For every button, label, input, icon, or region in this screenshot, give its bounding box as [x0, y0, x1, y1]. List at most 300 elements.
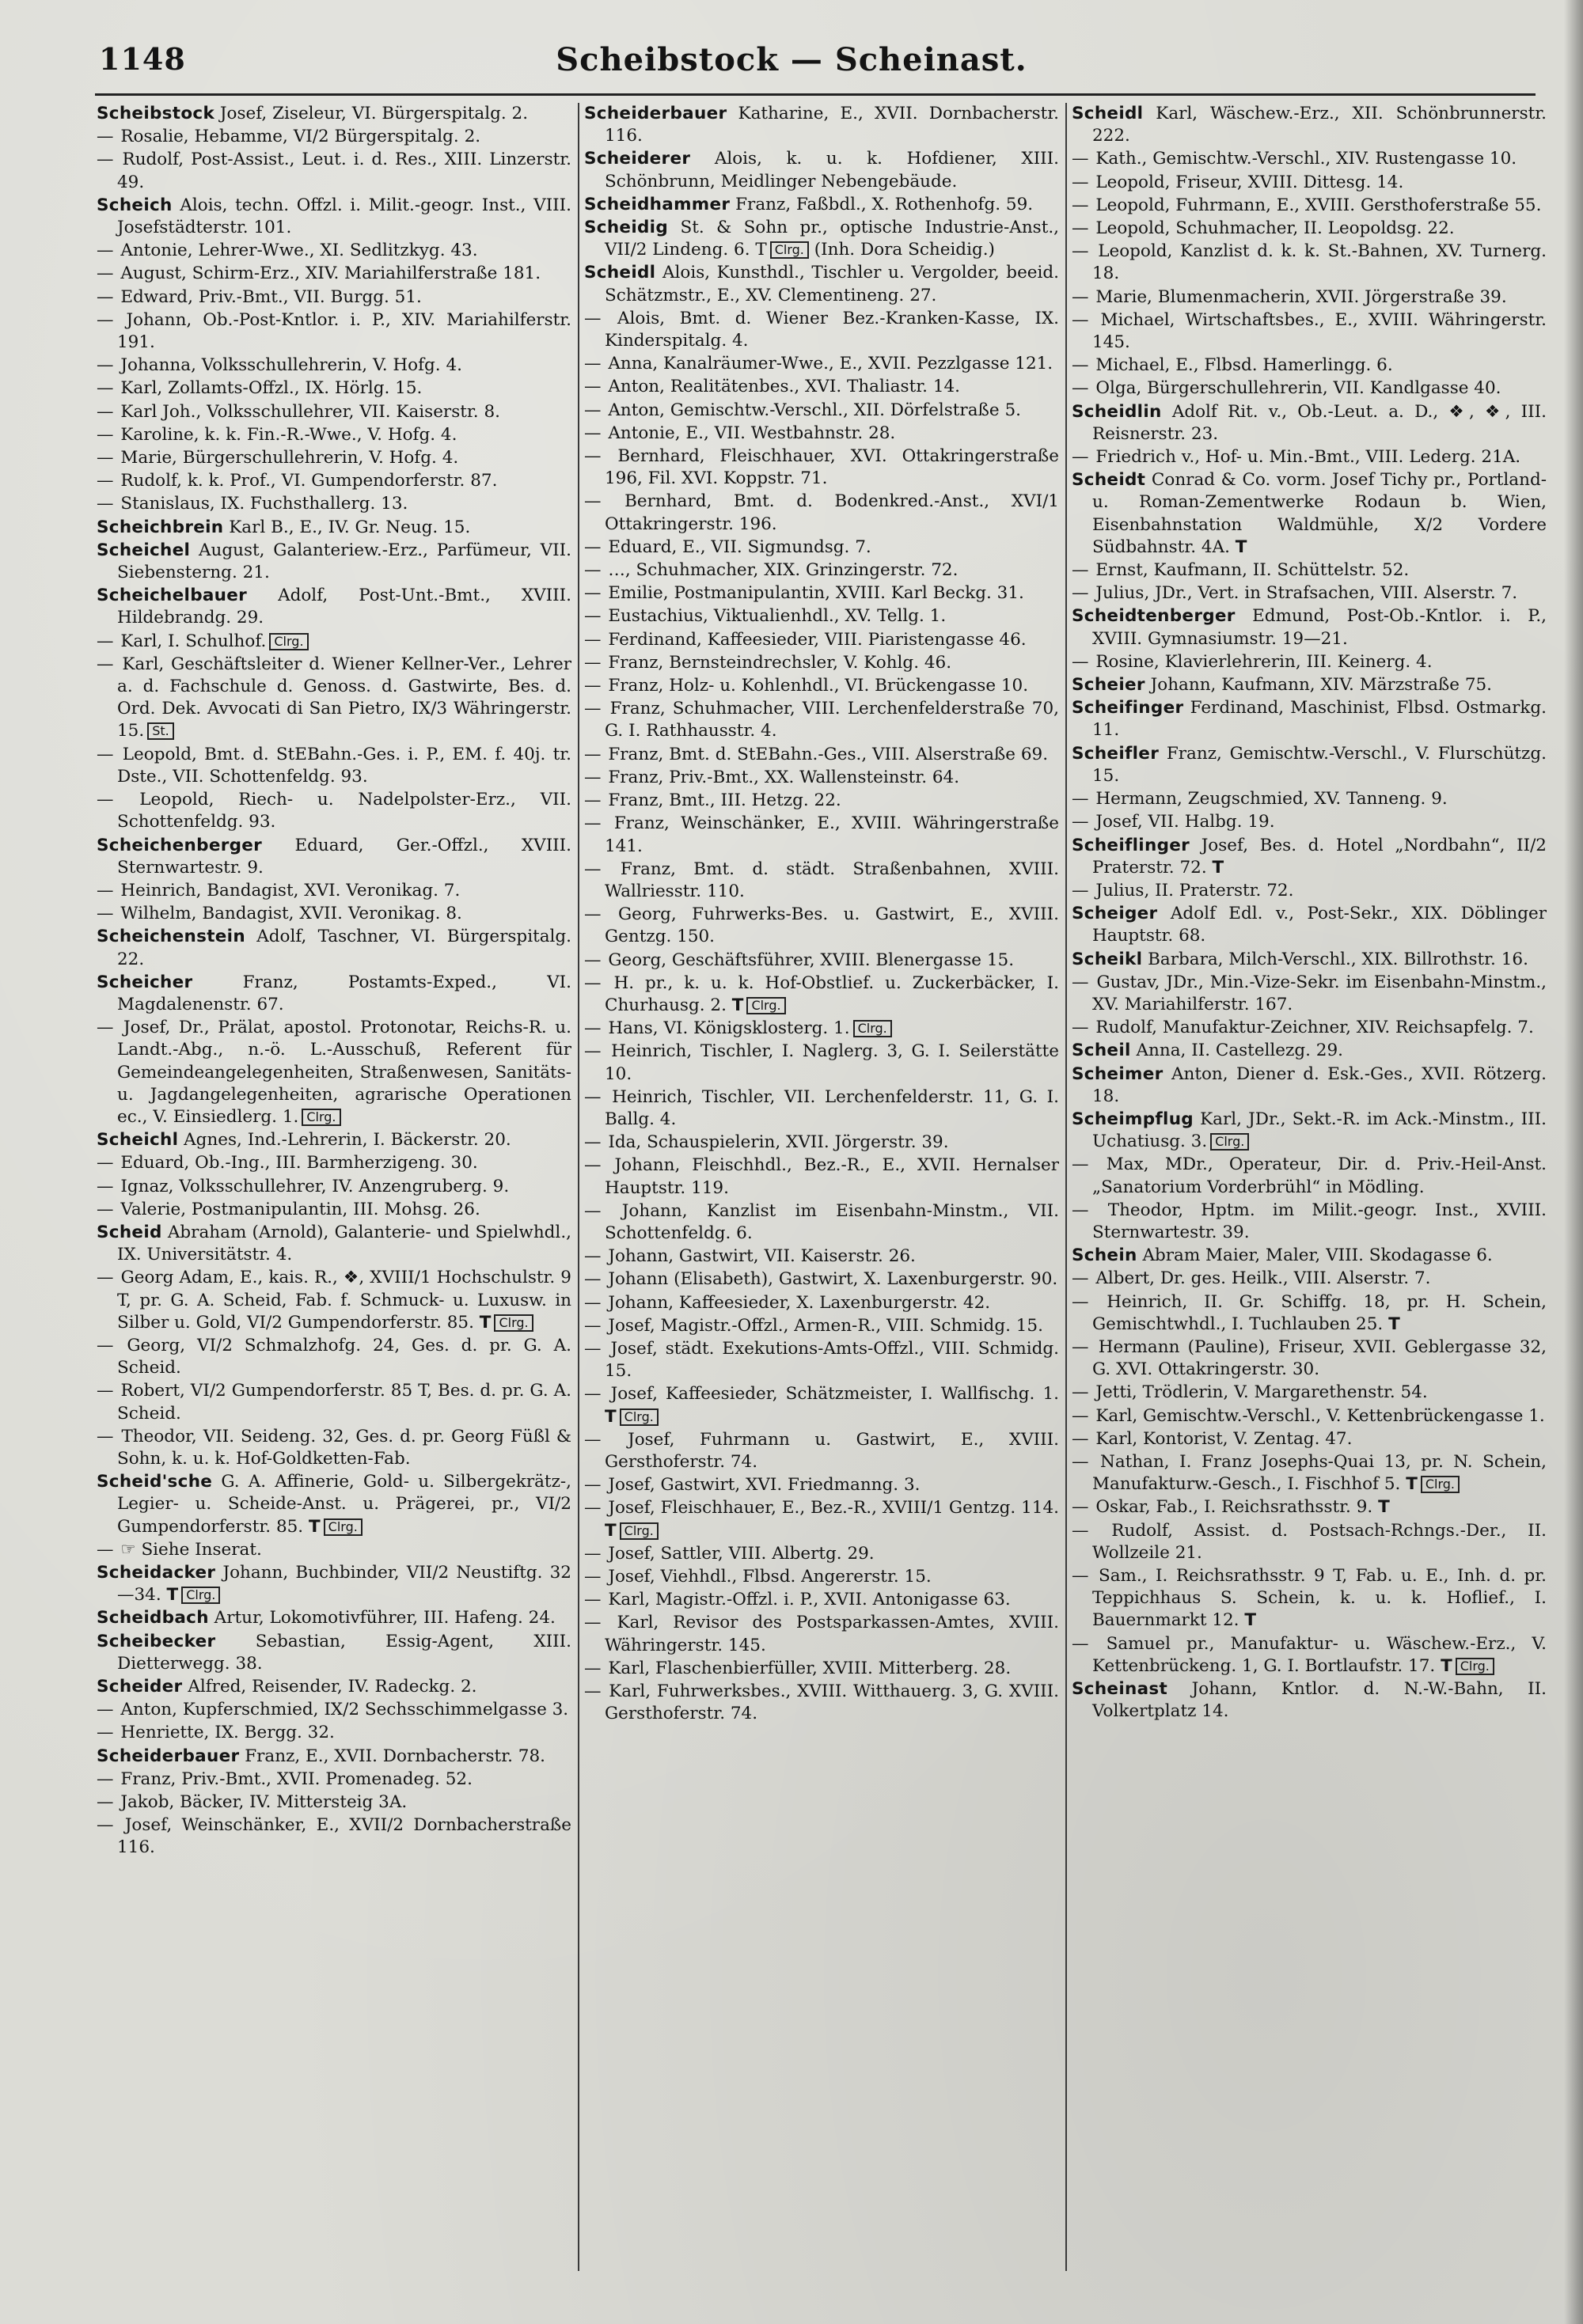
entry-text: Julius, JDr., Vert. in Strafsachen, VIII. Alserstr. 7.: [1095, 583, 1518, 604]
ditto-dash: —: [584, 354, 607, 374]
ditto-dash: —: [584, 1041, 610, 1062]
directory-entry: [584, 103, 1059, 147]
entry-text: Eustachius, Viktualienhdl., XV. Tellg. 1.: [608, 606, 947, 627]
directory-entry: [584, 744, 1059, 766]
entry-surname: Scheidtenberger: [1072, 606, 1236, 627]
ditto-dash: —: [584, 308, 617, 328]
directory-entry: [584, 698, 1059, 742]
entry-text: Michael, E., Flbsd. Hamerlingg. 6.: [1095, 355, 1393, 376]
entry-text: Ida, Schauspielerin, XVII. Jörgerstr. 39.: [608, 1132, 949, 1153]
entry-text: Karl, Kontorist, V. Zentag. 47.: [1095, 1428, 1353, 1449]
ditto-dash: —: [584, 423, 607, 443]
entry-text: Georg, Geschäftsführer, XVIII. Blenergasse 15.: [608, 950, 1015, 970]
directory-entry: [1072, 1633, 1547, 1678]
entry-text: Jetti, Trödlerin, V. Margarethenstr. 54.: [1095, 1382, 1428, 1403]
telephone-mark: T: [1388, 1314, 1400, 1334]
directory-entry: [97, 1676, 571, 1698]
directory-entry: [97, 1791, 571, 1814]
directory-entry: [1072, 674, 1547, 696]
ditto-dash: —: [584, 859, 619, 879]
ditto-dash: —: [1072, 1291, 1106, 1312]
entry-surname: Scheiderbauer: [97, 1746, 240, 1766]
directory-entry: [584, 1292, 1059, 1314]
ditto-dash: —: [97, 1769, 120, 1789]
directory-entry: [584, 1612, 1059, 1656]
ditto-dash: —: [1072, 355, 1095, 376]
ditto-dash: —: [97, 127, 120, 147]
entry-surname: Scheifinger: [1072, 698, 1184, 718]
directory-entry: [97, 263, 571, 285]
column-divider: [578, 103, 579, 2271]
directory-entry: [97, 1152, 571, 1174]
entry-surname: Scheidhammer: [584, 194, 731, 214]
clearing-badge: Clrg.: [620, 1522, 659, 1540]
directory-entry: [1072, 1291, 1547, 1336]
ditto-dash: —: [584, 1681, 608, 1702]
ditto-dash: —: [1072, 195, 1095, 215]
entry-text: Karl, Wäschew.-Erz., XII. Schönbrunnerstr. 222.: [1092, 104, 1547, 146]
entry-text: Johann, Fleischhdl., Bez.-R., E., XVII. Hernalser Hauptstr. 119.: [605, 1155, 1059, 1198]
entry-text: Josef, Sattler, VIII. Albertg. 29.: [608, 1543, 875, 1564]
directory-entry: [97, 1335, 571, 1379]
directory-entry: [584, 262, 1059, 306]
directory-entry: [584, 400, 1059, 422]
entry-text: Karl, Gemischtw.-Verschl., V. Kettenbrückengasse 1.: [1095, 1405, 1545, 1426]
entry-text: Barbara, Milch-Verschl., XIX. Billrothstr. 16.: [1148, 949, 1528, 969]
entry-text: Rosine, Klavierlehrerin, III. Keinerg. 4.: [1095, 651, 1433, 672]
ditto-dash: —: [97, 1539, 120, 1560]
clearing-badge: Clrg.: [324, 1518, 363, 1536]
entry-surname: Scheiflinger: [1072, 835, 1190, 855]
directory-entry: [97, 1607, 571, 1629]
directory-entry: [97, 240, 571, 262]
entry-text: August, Schirm-Erz., XIV. Mariahilferstraße 181.: [120, 263, 541, 284]
ditto-dash: —: [584, 767, 607, 787]
directory-entry: [97, 517, 571, 539]
entry-text: Marie, Bürgerschullehrerin, V. Hofg. 4.: [120, 448, 459, 468]
entry-text: Karl, I. Schulhof.: [120, 631, 267, 651]
entry-surname: Scheidl: [1072, 104, 1144, 123]
clearing-badge: Clrg.: [1421, 1476, 1460, 1493]
entry-surname: Scheimpflug: [1072, 1109, 1194, 1129]
ditto-dash: —: [584, 1292, 607, 1313]
directory-entry: [97, 972, 571, 1016]
ditto-dash: —: [584, 1269, 607, 1290]
entry-text: Johanna, Volksschullehrerin, V. Hofg. 4.: [120, 355, 462, 376]
entry-text: Anna, II. Castellezg. 29.: [1136, 1041, 1343, 1061]
entry-surname: Scheichenstein: [97, 927, 245, 947]
directory-entry: [97, 903, 571, 925]
entry-text: Georg, Fuhrwerks-Bes. u. Gastwirt, E., XVIII. Gentzg. 150.: [605, 904, 1059, 947]
directory-entry: [97, 354, 571, 377]
entry-surname: Scheidacker: [97, 1563, 216, 1583]
ditto-dash: —: [584, 1543, 607, 1564]
ditto-dash: —: [1072, 583, 1095, 604]
entry-text: Josef, VII. Halbg. 19.: [1095, 812, 1275, 832]
directory-entry: [584, 904, 1059, 948]
directory-entry: [584, 605, 1059, 627]
entry-text: Wilhelm, Bandagist, XVII. Veronikag. 8.: [120, 904, 462, 924]
entry-text: Josef, Dr., Prälat, apostol. Protonotar, Reichs-R. u. Landt.-Abg., n.-ö. L.-Ausschuß, Referent für Gemeindeangelegenheiten, Straßenwesen, Sanitäts- u. Jagdangelegenheiten, agrarische Operationen ec., V. Einsiedlerg. 1.: [117, 1018, 571, 1127]
ditto-dash: —: [1072, 812, 1095, 832]
entry-text: Stanislaus, IX. Fuchsthallerg. 13.: [120, 494, 408, 514]
ditto-dash: —: [584, 1018, 607, 1039]
telephone-mark: T: [731, 995, 744, 1015]
ditto-dash: —: [584, 1132, 607, 1153]
entry-text: Johann, Ob.-Post-Kntlor. i. P., XIV. Mariahilferstr. 191.: [117, 309, 571, 353]
ditto-dash: —: [97, 1426, 120, 1446]
entry-text: Alois, Kunsthdl., Tischler u. Vergolder, beeid. Schätzmstr., E., XV. Clementineng. 27.: [605, 263, 1059, 305]
ditto-dash: —: [584, 1315, 607, 1336]
entry-text: Theodor, VII. Seideng. 32, Ges. d. pr. Georg Füßl & Sohn, k. u. k. Hof-Goldketten-Fab.: [117, 1426, 571, 1469]
clearing-badge: Clrg.: [1210, 1133, 1249, 1151]
entry-surname: Scheil: [1072, 1041, 1131, 1061]
entry-text: Johann, Kanzlist im Eisenbahn-Minstm., VII. Schottenfeldg. 6.: [605, 1200, 1059, 1243]
entry-text: Edmund, Post-Ob.-Kntlor. i. P., XVIII. Gymnasiumstr. 19—21.: [1092, 606, 1547, 649]
ditto-dash: —: [584, 491, 624, 512]
entry-text: Marie, Blumenmacherin, XVII. Jörgerstraße 39.: [1095, 286, 1507, 307]
directory-entry: [1072, 1200, 1547, 1244]
entry-text: Abraham (Arnold), Galanterie- und Spielwhdl., IX. Universitätstr. 4.: [117, 1222, 571, 1265]
ditto-dash: —: [1072, 1382, 1095, 1403]
column-divider: [1065, 103, 1067, 2271]
directory-entry: [1072, 1268, 1547, 1290]
entry-text: Heinrich, Tischler, VII. Lerchenfelderstr. 11, G. I. Ballg. 4.: [605, 1086, 1059, 1129]
entry-surname: Schein: [1072, 1245, 1137, 1266]
entry-text: Conrad & Co. vorm. Josef Tichy pr., Portland- u. Roman-Zementwerke Rodaun b. Wien, Eisenbahnstation Waldmühle, X/2 Vordere Südbahnstr. 4A.: [1092, 470, 1547, 557]
ditto-dash: —: [97, 401, 120, 422]
entry-text: Eduard, E., VII. Sigmundsg. 7.: [608, 536, 871, 557]
entry-surname: Scheider: [97, 1677, 183, 1697]
ditto-dash: —: [1072, 1633, 1105, 1654]
entry-text: Bernhard, Fleischhauer, XVI. Ottakringerstraße 196, Fil. XVI. Koppstr. 71.: [605, 446, 1059, 489]
entry-text: Karl, Magistr.-Offzl. i. P., XVII. Antonigasse 63.: [608, 1590, 1011, 1610]
directory-entry: [97, 1426, 571, 1470]
directory-entry: [584, 1245, 1059, 1268]
directory-entry: [584, 1681, 1059, 1725]
directory-entry: [1072, 559, 1547, 582]
directory-entry: [97, 1562, 571, 1606]
directory-entry: [584, 1589, 1059, 1611]
ditto-dash: —: [584, 813, 613, 834]
directory-entry: [97, 880, 571, 902]
ditto-dash: —: [97, 448, 120, 468]
ditto-dash: —: [584, 972, 613, 993]
directory-entry: [584, 1543, 1059, 1565]
entry-text: Karl, Geschäftsleiter d. Wiener Kellner-Ver., Lehrer a. d. Fachschule d. Genoss. d. Gastwirte, Bes. d. Ord. Dek. Avvocati di San Pietro, IX/3 Währingerstr. 15.: [117, 654, 571, 741]
directory-entry: [584, 629, 1059, 651]
entry-text: Rudolf, Assist. d. Postsach-Rchngs.-Der., II. Wollzeile 21.: [1092, 1520, 1547, 1563]
entry-surname: Scheiderer: [584, 149, 691, 169]
entry-text: Johann, Kaffeesieder, X. Laxenburgerstr. 42.: [608, 1292, 991, 1313]
entry-text: Gustav, JDr., Min.-Vize-Sekr. im Eisenbahn-Minstm., XV. Mariahilferstr. 167.: [1092, 972, 1547, 1014]
ditto-dash: —: [1072, 172, 1095, 192]
entry-text: Franz, Postamts-Exped., VI. Magdalenenstr. 67.: [117, 972, 571, 1014]
entry-text: Johann, Buchbinder, VII/2 Neustiftg. 32—34.: [117, 1563, 571, 1606]
entry-text: Franz, E., XVII. Dornbacherstr. 78.: [245, 1746, 545, 1766]
directory-entry: [97, 447, 571, 469]
ditto-dash: —: [1072, 1018, 1095, 1038]
directory-entry: [584, 308, 1059, 352]
entry-text: Kath., Gemischtw.-Verschl., XIV. Rustengasse 10.: [1095, 149, 1517, 169]
entry-text: Albert, Dr. ges. Heilk., VIII. Alserstr. 7.: [1095, 1268, 1431, 1289]
directory-entry: [97, 377, 571, 400]
directory-entry: [97, 1699, 571, 1721]
entry-text: Samuel pr., Manufaktur- u. Wäschew.-Erz., V. Kettenbrückeng. 1, G. I. Bortlaufstr. 17.: [1092, 1633, 1547, 1676]
ditto-dash: —: [584, 1429, 627, 1450]
directory-entry: [584, 1268, 1059, 1291]
clearing-badge: Clrg.: [302, 1109, 340, 1126]
directory-entry: [97, 1471, 571, 1538]
entry-surname: Scheidig: [584, 218, 669, 238]
directory-entry: [97, 309, 571, 354]
ditto-dash: —: [97, 1381, 120, 1401]
clearing-badge: Clrg.: [181, 1587, 220, 1604]
directory-entry: [584, 972, 1059, 1017]
directory-entry: [1072, 1040, 1547, 1062]
entry-text: Friedrich v., Hof- u. Min.-Bmt., VIII. Lederg. 21A.: [1095, 447, 1521, 468]
ditto-dash: —: [584, 560, 607, 581]
directory-entry: [584, 1200, 1059, 1245]
directory-entry: [97, 1814, 571, 1859]
directory-entry: [1072, 1496, 1547, 1518]
directory-entry: [1072, 1565, 1547, 1632]
entry-text: Sebastian, Essig-Agent, XIII. Dietterwegg. 38.: [117, 1631, 571, 1674]
entry-surname: Scheid'sche: [97, 1472, 213, 1492]
directory-entry: [584, 353, 1059, 375]
directory-column-1: [97, 103, 571, 2275]
directory-entry: [1072, 880, 1547, 902]
directory-entry: [1072, 377, 1547, 400]
directory-entry: [584, 423, 1059, 445]
entry-text: Olga, Bürgerschullehrerin, VII. Kandlgasse 40.: [1095, 378, 1501, 399]
entry-text: Franz, Priv.-Bmt., XX. Wallensteinstr. 64.: [608, 767, 960, 787]
ditto-dash: —: [97, 1792, 120, 1813]
ditto-dash: —: [97, 494, 120, 514]
entry-text: Eduard, Ger.-Offzl., XVIII. Sternwartestr. 9.: [117, 835, 571, 878]
clearing-badge: Clrg.: [494, 1314, 533, 1332]
ditto-dash: —: [97, 1176, 120, 1196]
directory-entry: [1072, 972, 1547, 1016]
entry-text: August, Galanteriew.-Erz., Parfümeur, VII. Siebensterng. 21.: [117, 540, 571, 583]
directory-entry: [1072, 1405, 1547, 1427]
entry-text: Leopold, Fuhrmann, E., XVIII. Gersthoferstraße 55.: [1095, 195, 1542, 215]
ditto-dash: —: [1072, 789, 1095, 809]
entry-text: Leopold, Riech- u. Nadelpolster-Erz., VII. Schottenfeldg. 93.: [117, 790, 571, 832]
ditto-dash: —: [584, 377, 607, 397]
ditto-dash: —: [97, 744, 121, 764]
directory-entry: [1072, 1428, 1547, 1450]
entry-text: Karoline, k. k. Fin.-R.-Wwe., V. Hofg. 4.: [120, 424, 457, 445]
directory-entry: [1072, 1336, 1547, 1381]
entry-text: …, Schuhmacher, XIX. Grinzingerstr. 72.: [608, 560, 959, 581]
directory-entry: [1072, 697, 1547, 741]
entry-text: Bernhard, Bmt. d. Bodenkred.-Anst., XVI/1 Ottakringerstr. 196.: [605, 491, 1059, 534]
directory-entry: [584, 1154, 1059, 1199]
directory-entry: [97, 126, 571, 148]
entry-text: Anton, Kupferschmied, IX/2 Sechsschimmelgasse 3.: [120, 1700, 569, 1720]
entry-text: Nathan, I. Franz Josephs-Quai 13, pr. N. Schein, Manufakturw.-Gesch., I. Fischhof 5.: [1092, 1451, 1547, 1495]
clearing-badge: St.: [147, 722, 174, 740]
directory-entry: [584, 1474, 1059, 1496]
directory-entry: [97, 1746, 571, 1768]
directory-entry: [1072, 835, 1547, 879]
entry-text: Ignaz, Volksschullehrer, IV. Anzengruberg. 9.: [120, 1176, 510, 1196]
entry-text: Valerie, Postmanipulantin, III. Mohsg. 26.: [120, 1199, 480, 1219]
entry-text: Franz, Schuhmacher, VIII. Lerchenfelderstraße 70, G. I. Rathhausstr. 4.: [605, 699, 1059, 741]
entry-text: Franz, Faßbdl., X. Rothenhofg. 59.: [735, 194, 1034, 214]
entry-text: Johann (Elisabeth), Gastwirt, X. Laxenburgerstr. 90.: [608, 1269, 1058, 1290]
ditto-dash: —: [584, 744, 607, 764]
clearing-badge: Clrg.: [770, 241, 809, 259]
entry-text: Antonie, Lehrer-Wwe., XI. Sedlitzkyg. 43.: [120, 241, 478, 261]
ditto-dash: —: [1072, 1520, 1110, 1541]
ditto-dash: —: [97, 654, 121, 674]
directory-column-2: [584, 103, 1059, 2275]
entry-text: Eduard, Ob.-Ing., III. Barmherzigeng. 30.: [120, 1153, 478, 1173]
ditto-dash: —: [584, 1567, 607, 1587]
entry-surname: Scheifler: [1072, 743, 1160, 764]
ditto-dash: —: [1072, 1451, 1099, 1472]
ditto-dash: —: [97, 1723, 120, 1743]
entry-text: Rudolf, k. k. Prof., VI. Gumpendorferstr. 87.: [120, 471, 498, 491]
directory-entry: [97, 654, 571, 743]
directory-entry: [584, 445, 1059, 490]
entry-text: Henriette, IX. Bergg. 32.: [120, 1723, 335, 1743]
entry-surname: Scheibecker: [97, 1631, 216, 1651]
telephone-mark: T: [1244, 1610, 1257, 1631]
telephone-mark: T: [479, 1312, 492, 1333]
directory-entry: [584, 1658, 1059, 1680]
entry-text: Hermann (Pauline), Friseur, XVII. Geblergasse 32, G. XVI. Ottakringerstr. 30.: [1092, 1336, 1547, 1380]
directory-entry: [97, 470, 571, 492]
entry-surname: Scheikl: [1072, 949, 1143, 969]
entry-text: Anna, Kanalräumer-Wwe., E., XVII. Pezzlgasse 121.: [608, 354, 1053, 374]
entry-surname: Scheidlin: [1072, 401, 1162, 422]
directory-column-3: [1072, 103, 1547, 2275]
ditto-dash: —: [584, 950, 607, 970]
directory-entry: [1072, 903, 1547, 947]
directory-entry: [584, 1497, 1059, 1541]
directory-entry: [97, 401, 571, 423]
entry-text: ☞ Siehe Inserat.: [120, 1539, 262, 1560]
entry-surname: Scheidl: [584, 263, 656, 283]
ditto-dash: —: [1072, 1336, 1097, 1357]
ditto-dash: —: [1072, 1497, 1095, 1518]
directory-entry: [584, 1018, 1059, 1040]
ditto-dash: —: [1072, 1428, 1095, 1449]
directory-entry: [97, 1631, 571, 1675]
entry-text: Franz, Bmt. d. StEBahn.-Ges., VIII. Alserstraße 69.: [608, 744, 1049, 764]
entry-text: Josef, städt. Exekutions-Amts-Offzl., VIII. Schmidg. 15.: [605, 1338, 1059, 1382]
entry-text: Ernst, Kaufmann, II. Schüttelstr. 52.: [1095, 560, 1410, 581]
ditto-dash: —: [584, 583, 607, 604]
directory-entry: [1072, 1245, 1547, 1267]
ditto-dash: —: [97, 1199, 120, 1219]
directory-entry: [97, 286, 571, 309]
ditto-dash: —: [97, 790, 139, 810]
ditto-dash: —: [97, 1335, 126, 1355]
directory-entry: [97, 1380, 571, 1424]
ditto-dash: —: [97, 904, 120, 924]
entry-text: Georg Adam, E., kais. R., ❖, XVIII/1 Hochschulstr. 9 T, pr. G. A. Scheid, Fab. f. Schmuck- u. Luxusw. in Silber u. Gold, VI/2 Gumpendorferstr. 85.: [117, 1268, 571, 1333]
entry-text: Julius, II. Praterstr. 72.: [1095, 880, 1294, 900]
directory-entry: [1072, 1382, 1547, 1404]
entry-text: Heinrich, II. Gr. Schiffg. 18, pr. H. Schein, Gemischtwhdl., I. Tuchlauben 25.: [1092, 1291, 1547, 1334]
directory-entry: [584, 559, 1059, 582]
entry-text: H. pr., k. u. k. Hof-Obstlief. u. Zuckerbäcker, I. Churhausg. 2.: [605, 972, 1059, 1015]
ditto-dash: —: [97, 1815, 123, 1836]
directory-entry: [97, 540, 571, 584]
directory-entry: [584, 536, 1059, 559]
directory-entry: [584, 950, 1059, 972]
directory-entry: [97, 195, 571, 239]
directory-entry: [1072, 1063, 1547, 1108]
telephone-mark: T: [166, 1585, 179, 1606]
ditto-dash: —: [97, 263, 120, 284]
entry-text: Alois, k. u. k. Hofdiener, XIII. Schönbrunn, Meidlinger Nebengebäude.: [605, 149, 1059, 191]
page-number: 1148: [99, 41, 186, 77]
entry-surname: Scheid: [97, 1222, 162, 1242]
ditto-dash: —: [1072, 149, 1095, 169]
entry-text: Katharine, E., XVII. Dornbacherstr. 116.: [605, 104, 1059, 146]
directory-entry: [1072, 309, 1547, 354]
ditto-dash: —: [97, 1700, 120, 1720]
entry-surname: Scheiderbauer: [584, 104, 727, 123]
entry-text: Josef, Gastwirt, XVI. Friedmanng. 3.: [608, 1475, 921, 1496]
directory-entry: [584, 1132, 1059, 1154]
entry-text: Josef, Magistr.-Offzl., Armen-R., VIII. Schmidg. 15.: [608, 1315, 1043, 1336]
entry-text: Adolf Edl. v., Post-Sekr., XIX. Döblinger Hauptstr. 68.: [1092, 904, 1547, 946]
directory-entry: [1072, 1017, 1547, 1039]
entry-text: Johann, Gastwirt, VII. Kaiserstr. 26.: [608, 1246, 916, 1267]
ditto-dash: —: [584, 1384, 609, 1405]
directory-entry: [584, 582, 1059, 605]
entry-text: Franz, Bernsteindrechsler, V. Kohlg. 46.: [608, 652, 952, 673]
ditto-dash: —: [1072, 651, 1095, 672]
entry-text: Sam., I. Reichsrathsstr. 9 T, Fab. u. E., Inh. d. pr. Teppichhaus S. Schein, k. u. k. Hoflief., I. Bauernmarkt 12.: [1092, 1566, 1547, 1631]
entry-text: Rudolf, Post-Assist., Leut. i. d. Res., XIII. Linzerstr. 49.: [117, 150, 571, 192]
directory-entry: [584, 790, 1059, 812]
entry-surname: Scheichel: [97, 540, 191, 560]
directory-entry: [584, 1383, 1059, 1427]
entry-surname: Scheinast: [1072, 1679, 1168, 1700]
entry-text: Karl, Fuhrwerksbes., XVIII. Witthauerg. 3, G. XVIII. Gersthoferstr. 74.: [605, 1681, 1059, 1724]
directory-entry: [1072, 1154, 1547, 1198]
entry-text: Edward, Priv.-Bmt., VII. Burgg. 51.: [120, 286, 422, 307]
page-edge-shadow: [1564, 0, 1583, 2324]
entry-surname: Scheidbach: [97, 1608, 209, 1628]
entry-text: Agnes, Ind.-Lehrerin, I. Bäckerstr. 20.: [184, 1130, 511, 1151]
ditto-dash: —: [584, 904, 617, 925]
directory-entry: [1072, 103, 1547, 147]
directory-entry: [584, 217, 1059, 261]
ditto-dash: —: [584, 699, 609, 719]
ditto-dash: —: [584, 1338, 609, 1359]
directory-entry: [1072, 1520, 1547, 1564]
entry-text: Artur, Lokomotivführer, III. Hafeng. 24.: [214, 1608, 556, 1628]
directory-entry: [97, 1539, 571, 1561]
directory-entry: [1072, 1678, 1547, 1723]
directory-entry: [584, 194, 1059, 216]
directory-entry: [1072, 788, 1547, 810]
entry-text: Franz, Bmt., III. Hetzg. 22.: [608, 790, 841, 811]
directory-entry: [584, 1086, 1059, 1131]
entry-surname: Scheichbrein: [97, 517, 224, 537]
clearing-badge: Clrg.: [853, 1020, 892, 1037]
directory-entry: [1072, 354, 1547, 377]
directory-entry: [1072, 286, 1547, 309]
